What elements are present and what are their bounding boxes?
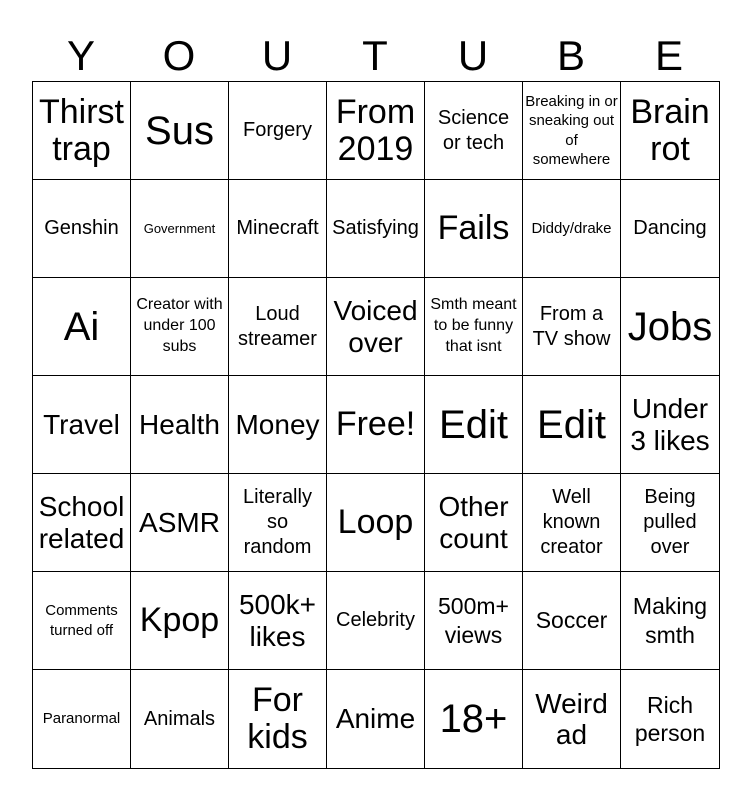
bingo-cell[interactable]: Weird ad: [523, 670, 621, 768]
bingo-cell[interactable]: Jobs: [621, 278, 719, 376]
header-letter-e: E: [654, 32, 683, 79]
bingo-cell[interactable]: Forgery: [229, 82, 327, 180]
bingo-cell[interactable]: 500k+ likes: [229, 572, 327, 670]
header-letter-u: U: [261, 32, 293, 79]
bingo-cell[interactable]: Animals: [131, 670, 229, 768]
bingo-cell[interactable]: 500m+ views: [425, 572, 523, 670]
bingo-cell[interactable]: Under 3 likes: [621, 376, 719, 474]
bingo-cell[interactable]: Well known creator: [523, 474, 621, 572]
bingo-cell[interactable]: Being pulled over: [621, 474, 719, 572]
bingo-cell[interactable]: Making smth: [621, 572, 719, 670]
header-letter-o: O: [162, 32, 196, 79]
bingo-cell[interactable]: Thirst trap: [33, 82, 131, 180]
bingo-cell[interactable]: Science or tech: [425, 82, 523, 180]
bingo-cell[interactable]: Other count: [425, 474, 523, 572]
bingo-cell[interactable]: Dancing: [621, 180, 719, 278]
header-letter-b: B: [556, 32, 585, 79]
bingo-cell[interactable]: Fails: [425, 180, 523, 278]
bingo-cell[interactable]: From a TV show: [523, 278, 621, 376]
bingo-cell[interactable]: Loop: [327, 474, 425, 572]
bingo-cell[interactable]: Smth meant to be funny that isnt: [425, 278, 523, 376]
bingo-cell[interactable]: Soccer: [523, 572, 621, 670]
bingo-cell[interactable]: Loud streamer: [229, 278, 327, 376]
bingo-cell[interactable]: Health: [131, 376, 229, 474]
bingo-cell[interactable]: Government: [131, 180, 229, 278]
bingo-cell[interactable]: School related: [33, 474, 131, 572]
bingo-cell[interactable]: Rich person: [634, 691, 706, 746]
bingo-board: [32, 81, 720, 769]
bingo-cell[interactable]: Genshin: [33, 180, 131, 278]
bingo-cell[interactable]: Creator with under 100 subs: [131, 278, 229, 376]
bingo-cell[interactable]: Breaking in or sneaking out of somewhere: [523, 82, 621, 180]
bingo-cell[interactable]: Money: [229, 376, 327, 474]
bingo-cell[interactable]: Celebrity: [327, 572, 425, 670]
bingo-cell[interactable]: Edit: [523, 376, 621, 474]
bingo-cell[interactable]: From 2019: [327, 82, 425, 180]
bingo-cell[interactable]: ASMR: [131, 474, 229, 572]
bingo-cell[interactable]: Voiced over: [327, 278, 425, 376]
bingo-cell[interactable]: Ai: [33, 278, 131, 376]
bingo-cell[interactable]: Edit: [425, 376, 523, 474]
bingo-cell[interactable]: Kpop: [131, 572, 229, 670]
bingo-cell[interactable]: Comments turned off: [33, 572, 131, 670]
bingo-cell[interactable]: Paranormal: [33, 670, 131, 768]
bingo-cell[interactable]: Minecraft: [229, 180, 327, 278]
bingo-cell[interactable]: 18+: [425, 670, 523, 768]
bingo-header: [32, 30, 720, 82]
bingo-cell[interactable]: Anime: [327, 670, 425, 768]
bingo-cell[interactable]: Literally so random: [229, 474, 327, 572]
bingo-cell[interactable]: Free!: [327, 376, 425, 474]
bingo-cell[interactable]: Diddy/drake: [523, 180, 621, 278]
bingo-cell[interactable]: Brain rot: [621, 82, 719, 180]
bingo-cell[interactable]: Travel: [33, 376, 131, 474]
header-letter-y: Y: [66, 32, 95, 79]
bingo-cell[interactable]: Satisfying: [327, 180, 425, 278]
header-letter-u2: U: [457, 32, 489, 79]
bingo-cell[interactable]: Sus: [131, 82, 229, 180]
bingo-cell[interactable]: For kids: [229, 670, 327, 768]
header-letter-t: T: [362, 32, 388, 79]
